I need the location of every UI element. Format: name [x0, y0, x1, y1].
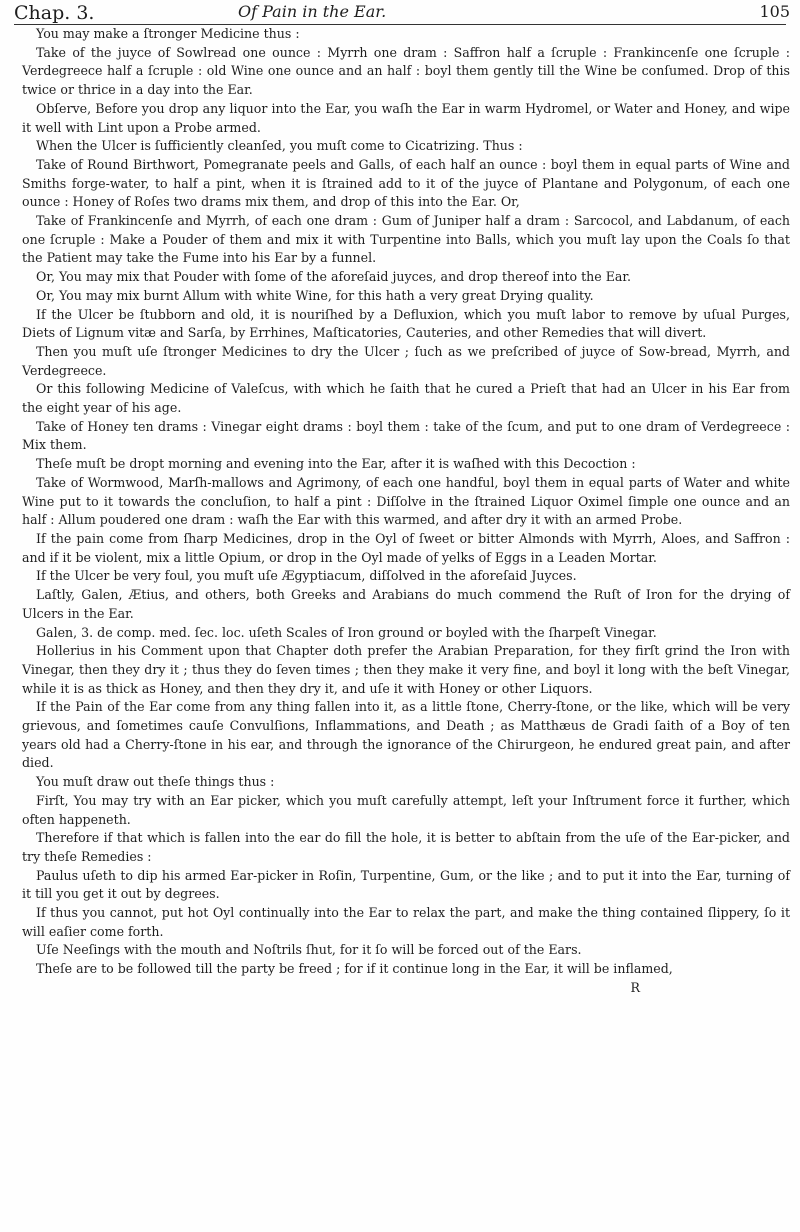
paragraph: Theſe muſt be dropt morning and evening into the Ear, after it is waſhed with this Decoction : — [36, 456, 636, 472]
page-number: 105 — [759, 2, 790, 21]
paragraph: Obſerve, Before you drop any liquor into the Ear, you waſh the Ear in warm Hydromel, or Water and Honey, and wipe it well with Lint upon a Probe armed. — [22, 100, 790, 135]
paragraph: Then you muſt uſe ſtronger Medicines to dry the Ulcer ; ſuch as we preſcribed of juyce of Sow-bread, Myrrh, and Verdegreece. — [22, 343, 790, 378]
running-header — [14, 0, 790, 26]
paragraph: Or this following Medicine of Valeſcus, with which he ſaith that he cured a Prieſt that had an Ulcer in his Ear from the eight year of his age. — [22, 381, 790, 416]
paragraph: You muſt draw out theſe things thus : — [36, 774, 275, 790]
paragraph: If the Ulcer be ſtubborn and old, it is nouriſhed by a Defluxion, which you muſt labor to remove by uſual Purges, Diets of Lignum vitæ and Sarſa, by Errhines, Maſticatories, Cauteries, and other Remedies that will divert. — [22, 306, 790, 341]
paragraph: Or, You may mix that Pouder with ſome of the aforeſaid juyces, and drop thereof into the Ear. — [36, 269, 632, 285]
paragraph: Take of Round Birthwort, Pomegranate peels and Galls, of each half an ounce : boyl them in equal parts of Wine and Smiths forge-water, to half a pint, when it is ſtrained add to it of the juyce of Plantane and Polygonum, of each one ounce : Honey of Roſes two drams mix them, and drop of this into the Ear. Or, — [22, 156, 790, 210]
paragraph: Laſtly, Galen, Ætius, and others, both Greeks and Arabians do much commend the Ruſt of Iron for the drying of Ulcers in the Ear. — [22, 587, 790, 621]
paragraph: Hollerius in his Comment upon that Chapter doth prefer the Arabian Preparation, for they firſt grind the Iron with Vinegar, then they dry it ; thus they do ſeven times ; then they make it very fine, and boyl it long with the beſt Vinegar, while it is as thick as Honey, and then they dry it, and uſe it with Honey or other Liquors. — [22, 643, 790, 696]
paragraph: Theſe are to be followed till the party be freed ; for if it continue long in the Ear, it will be inflamed, — [36, 961, 673, 977]
paragraph: If the Pain of the Ear come from any thing fallen into it, as a little ſtone, Cherry-ſtone, or the like, which will be very grievous, and ſometimes cauſe Convulſions, Inflammations, and Death ; as Matthæus de Gradi ſaith of a Boy of ten years old had a Cherry-ſtone in his ear, and through the ignorance of the Chirurgeon, he endured great pain, and after died. — [22, 699, 790, 771]
paragraph: Therefore if that which is fallen into the ear do fill the hole, it is better to abſtain from the uſe of the Ear-picker, and try theſe Remedies : — [22, 830, 790, 864]
paragraph: Firſt, You may try with an Ear picker, which you muſt carefully attempt, leſt your Inſtrument force it further, which often happeneth. — [22, 792, 790, 827]
signature-mark: R — [630, 979, 640, 995]
paragraph: Take of Wormwood, Marſh-mallows and Agrimony, of each one handful, boyl them in equal parts of Water and white Wine put to it towards the concluſion, to half a pint : Diſſolve in the ſtrained Liquor Oximel ſimple one ounce and an half : Allum poudered one dram : waſh the Ear with this warmed, and after dry it with an armed Probe. — [22, 474, 790, 528]
paragraph: If the pain come from ſharp Medicines, drop in the Oyl of ſweet or bitter Almonds with Myrrh, Aloes, and Saffron : and if it be violent, mix a little Opium, or drop in the Oyl made of yelks of Eggs in a Leaden Mortar. — [22, 530, 790, 565]
paragraph: Take of the juyce of Sowlread one ounce : Myrrh one dram : Saffron half a ſcruple : Frankincenſe one ſcruple : Verdegreece half a ſcruple : old Wine one ounce and an half : boyl them gently till the Wine be conſumed. Drop of this twice or thrice in a day into the Ear. — [22, 44, 790, 98]
paragraph: Or, You may mix burnt Allum with white Wine, for this hath a very great Drying quality. — [36, 287, 594, 303]
running-title: Of Pain in the Ear. — [238, 2, 387, 21]
paragraph: Galen, 3. de comp. med. ſec. loc. uſeth Scales of Iron ground or boyled with the ſharpeſt Vinegar. — [36, 624, 657, 640]
page-body — [22, 25, 790, 998]
chapter-label: Chap. 3. — [14, 2, 95, 24]
paragraph: If the Ulcer be very foul, you muſt uſe Ægyptiacum, diſſolved in the aforeſaid Juyces. — [36, 568, 577, 584]
paragraph: Uſe Neeſings with the mouth and Noſtrils ſhut, for it ſo will be forced out of the Ears. — [36, 942, 582, 958]
paragraph: Take of Frankincenſe and Myrrh, of each one dram : Gum of Juniper half a dram : Sarcocol, and Labdanum, of each one ſcruple : Make a Pouder of them and mix it with Turpentine into Balls, which you muſt lay upon the Coals ſo that the Patient may take the Fume into his Ear by a funnel. — [22, 213, 790, 266]
paragraph: You may make a ſtronger Medicine thus : — [36, 26, 300, 41]
paragraph: Take of Honey ten drams : Vinegar eight drams : boyl them : take of the ſcum, and put to one dram of Verdegreece : Mix them. — [22, 418, 790, 453]
paragraph: Paulus uſeth to dip his armed Ear-picker in Roſin, Turpentine, Gum, or the like ; and to put it into the Ear, turning of it till you get it out by degrees. — [22, 867, 790, 902]
paragraph: When the Ulcer is ſufficiently cleanſed, you muſt come to Cicatrizing. Thus : — [36, 138, 523, 154]
paragraph: If thus you cannot, put hot Oyl continually into the Ear to relax the part, and make the thing contained ſlippery, ſo it will eaſier come forth. — [22, 905, 790, 939]
